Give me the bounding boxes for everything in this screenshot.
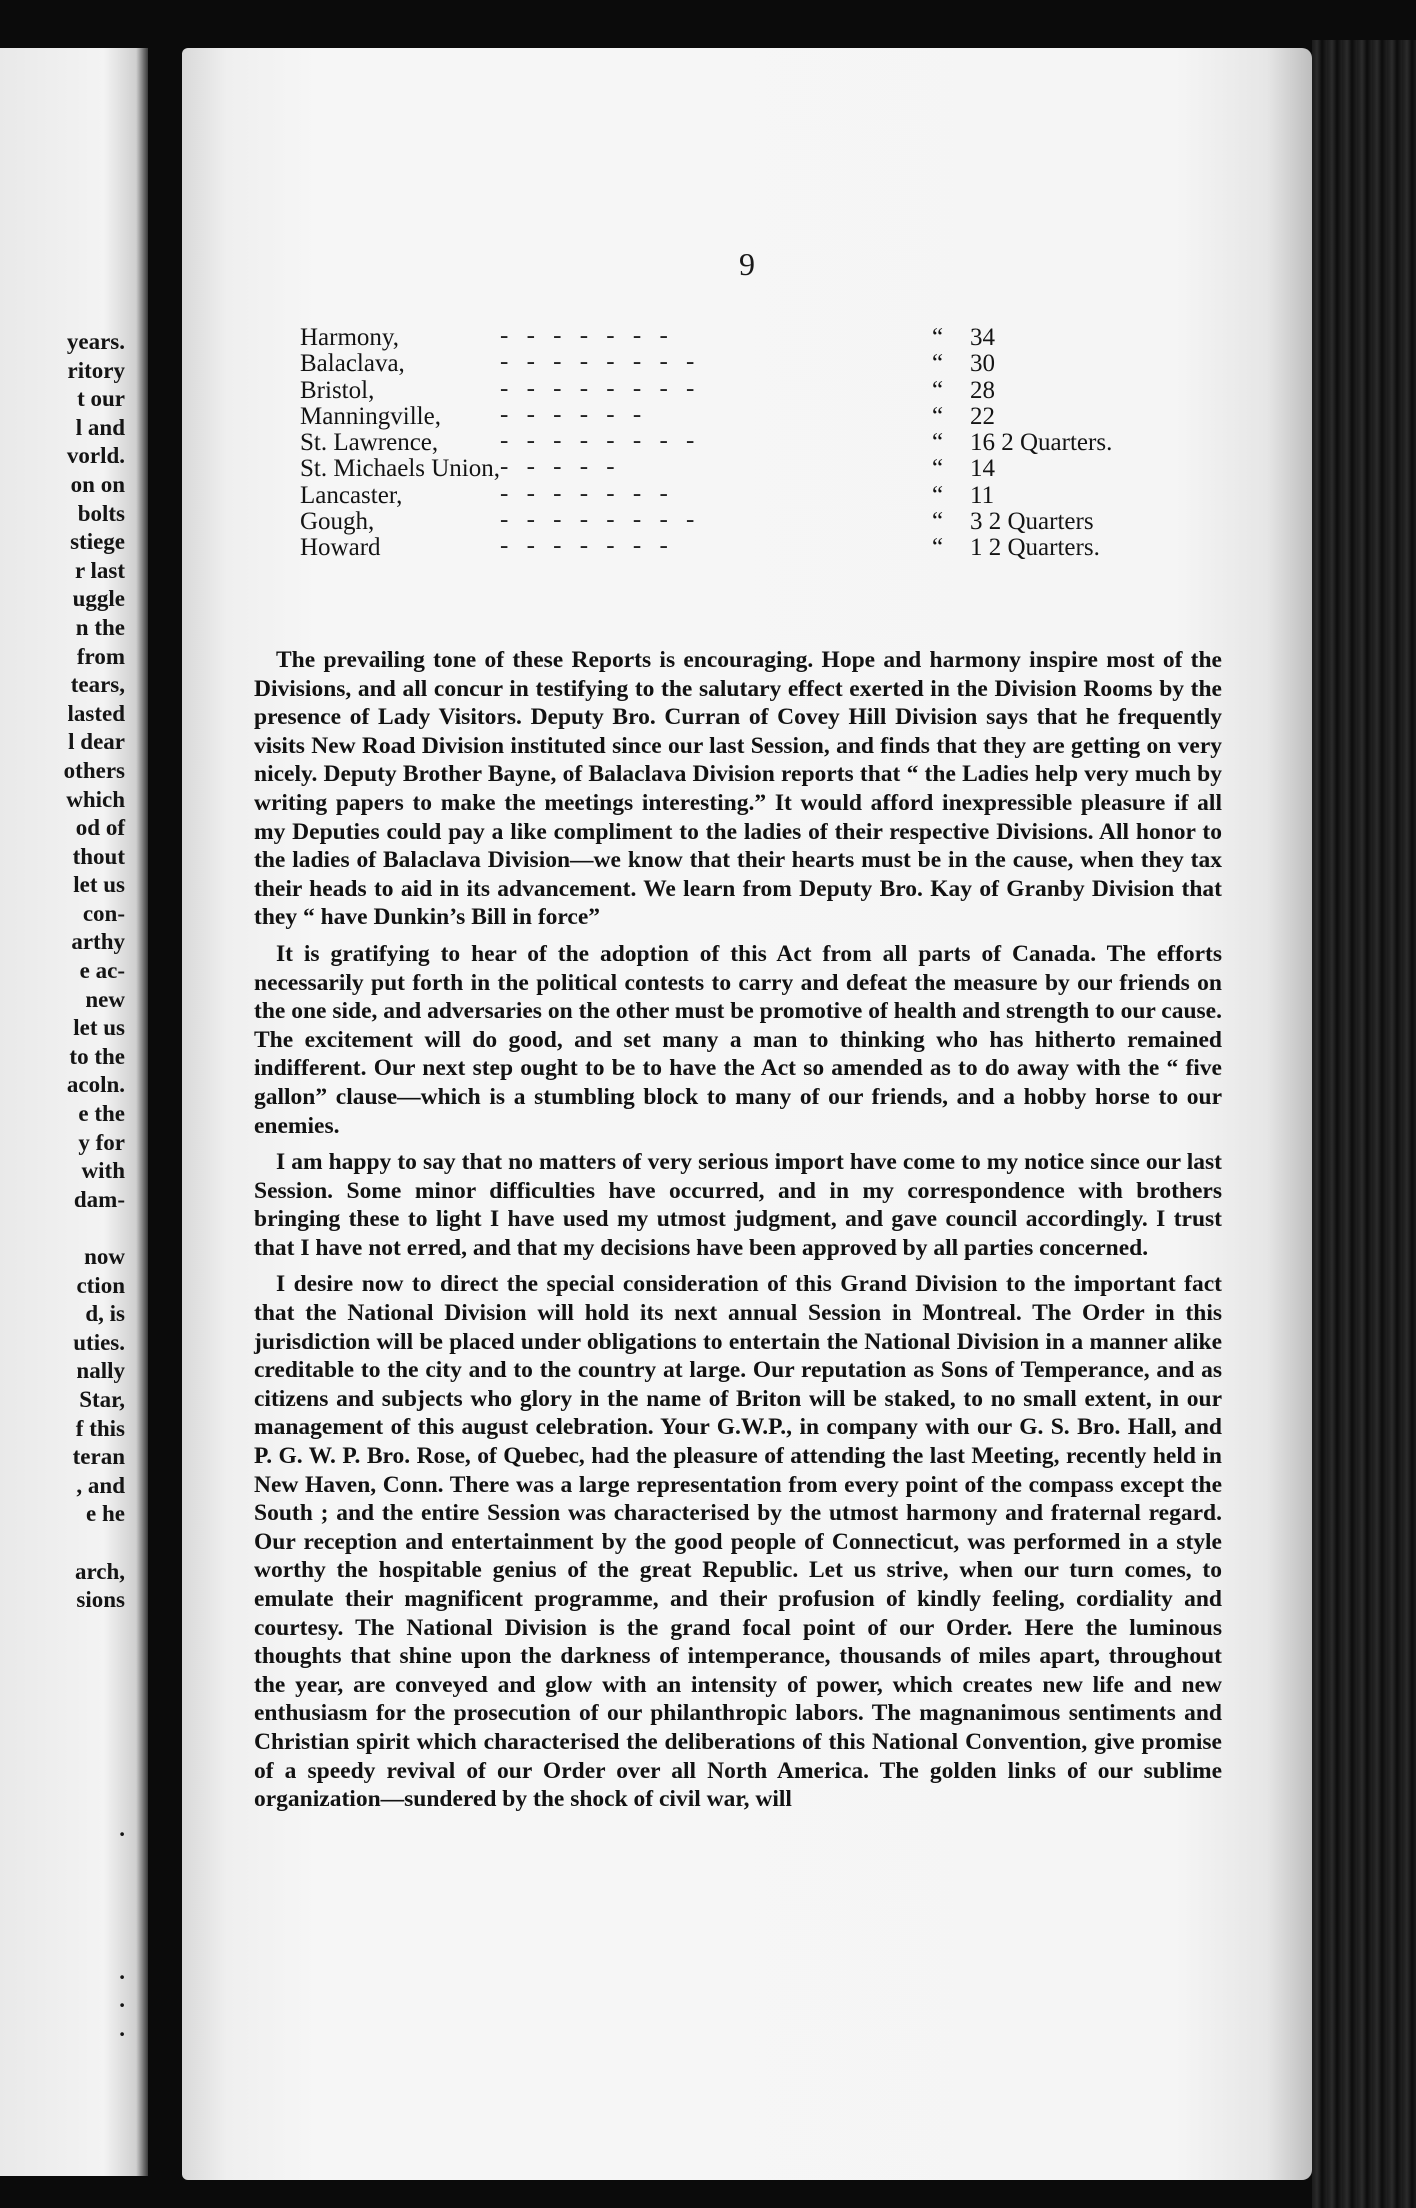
dot-leaders: - - - - - - - [500, 479, 674, 507]
left-page-line [0, 1729, 125, 1758]
dot-leaders: - - - - - [500, 453, 621, 481]
left-page-line: . [119, 1958, 125, 1984]
division-count: 34 [970, 324, 995, 351]
left-page-line: f this [75, 1415, 125, 1441]
ditto-mark: “ [932, 481, 944, 509]
dot-leaders: - - - - - - [500, 400, 648, 428]
division-count: 22 [970, 402, 995, 430]
paragraph-reports-tone: The prevailing tone of these Reports is encouraging. Hope and harmony inspire most of the Divisions, and all concur in testifying to the salutary effect exerted in the Division Rooms by the presence of Lady Visitors. Deputy Bro. Curran of Covey Hill Division says that he frequently visits New Road Division instituted since our last Session, and finds that they are getting on very nicely. Deputy Brother Bayne, of Balaclava Division reports that “ the Ladies help very much by writing papers to make the meetings interesting.” It would afford inexpressible pleasure if all my Deputies could pay a like compliment to the ladies of their respective Divisions. All honor to the ladies of Balaclava Division—we know that their hearts must be in the cause, when they tax their heads to aid in its advancement. We learn from Deputy Bro. Kay of Granby Division that they “ have Dunkin’s Bill in force” [254, 647, 1222, 931]
division-row [300, 374, 1200, 404]
left-page-line: others [63, 757, 125, 783]
left-page-line: from [76, 643, 125, 669]
left-page-line: , and [76, 1472, 125, 1498]
dot-leaders: - - - - - - - - [500, 374, 701, 402]
paragraph-no-serious-matters: I am happy to say that no matters of very serious import have come to my notice since our last Session. Some minor difficulties have occurred, and in my correspondence with brothers bringing these to light I have used my utmost judgment, and gave council accordingly. I trust that I have not erred, and that my decisions have been approved by all parties concerned. [254, 1149, 1222, 1261]
ditto-mark: “ [932, 508, 944, 536]
left-page-line: nally [76, 1358, 125, 1384]
division-count: 1 2 Quarters. [970, 534, 1100, 562]
paragraph-national-division: I desire now to direct the special consideration of this Grand Division to the important fact that the National Division will hold its next annual Session in Montreal. The Order in this jurisdiction will be placed under obligations to entertain the National Division in a manner alike creditable to the city and to the country at large. Our reputation as Sons of Temperance, and as citizens and subjects who glory in the name of Briton will be staked, to no small extent, in our management of this august celebration. Your G.W.P., in company with our G. S. Bro. Hall, and P. G. W. P. Bro. Rose, of Quebec, had the pleasure of attending the last Meeting, recently held in New Haven, Conn. There was a large representation from every point of the compass except the South ; and the entire Session was characterised by the utmost harmony and fraternal regard. Our reception and entertainment by the good people of Connecticut, was performed in a style worthy the hospitable genius of the great Republic. Let us strive, when our turn comes, to emulate their magnificent programme, and their profusion of kindly feeling, cordiality and courtesy. The National Division is the grand focal point of our Order. Here the luminous thoughts that shine upon the darkness of intemperance, thousands of miles apart, throughout the year, are conveyed and glow with an intensity of power, which creates new life and new enthusiasm for the prosecution of our philanthropic labors. The magnanimous sentiments and Christian spirit which characterised the deliberations of this National Convention, give promise of a speedy revival of our Order over all North America. The golden links of our sublime organization—sundered by the shock of civil war, will [254, 1271, 1222, 1813]
left-page-line: e he [86, 1501, 125, 1527]
left-page-line: let us [73, 872, 125, 898]
left-page-text [0, 328, 125, 2044]
dot-leaders: - - - - - - - [500, 322, 674, 349]
left-page-line: . [119, 1815, 125, 1841]
left-page-line: n the [75, 614, 125, 640]
left-page-line: sions [76, 1587, 125, 1613]
left-page-line: . [119, 2016, 125, 2042]
page-number: 9 [739, 246, 755, 282]
left-page-line: acoln. [66, 1072, 125, 1098]
left-page-line: od of [75, 815, 125, 841]
left-page-line [0, 1929, 125, 1958]
division-name: Gough, [300, 508, 375, 536]
dot-leaders: - - - - - - - [500, 532, 674, 560]
division-count: 30 [970, 350, 995, 378]
division-report-list [300, 324, 1200, 561]
division-name: St. Lawrence, [300, 429, 439, 457]
division-name: Howard [300, 534, 381, 562]
left-page-line: with [81, 1158, 125, 1184]
left-page-line [0, 1843, 125, 1872]
left-page-line: arch, [74, 1558, 125, 1584]
division-row [300, 508, 1200, 534]
division-name: Manningville, [300, 402, 441, 430]
ditto-mark: “ [932, 429, 944, 457]
left-page-line: . [119, 1987, 125, 2013]
left-page-line [0, 1786, 125, 1815]
division-row [300, 455, 1200, 481]
left-page-line: dam- [73, 1186, 125, 1212]
left-page-line: l dear [68, 729, 125, 755]
left-page-line: years. [66, 329, 125, 354]
left-page-line: let us [73, 1015, 125, 1041]
ditto-mark: “ [932, 455, 944, 483]
dot-leaders: - - - - - - - - [500, 427, 701, 455]
left-page-line: e the [78, 1101, 125, 1127]
left-page-line: stiege [70, 529, 125, 555]
division-row [300, 324, 1200, 350]
body-text [254, 646, 1222, 1822]
left-page-line: to the [69, 1043, 125, 1069]
left-page-line: t our [77, 386, 125, 412]
division-count: 28 [970, 376, 995, 404]
left-page-line: Star, [79, 1386, 125, 1412]
left-page-line: lasted [67, 700, 125, 726]
division-name: Bristol, [300, 376, 375, 404]
left-page-line: y for [78, 1129, 125, 1155]
left-page-line: arthy [71, 929, 125, 955]
dot-leaders: - - - - - - - - [500, 348, 701, 376]
division-row [300, 479, 1200, 509]
ditto-mark: “ [932, 376, 944, 404]
left-page-line [0, 1529, 125, 1558]
left-page-line [0, 1672, 125, 1701]
ditto-mark: “ [932, 350, 944, 378]
division-count: 11 [970, 481, 995, 509]
left-page-line: new [85, 986, 125, 1012]
left-page-line [0, 1615, 125, 1644]
left-page-line: ction [76, 1272, 125, 1298]
left-page-line: teran [72, 1444, 125, 1470]
left-page-line: on on [70, 471, 125, 497]
left-page-line [0, 1701, 125, 1730]
left-page-line: bolts [77, 500, 125, 526]
book-page-edges [1312, 40, 1416, 2208]
ditto-mark: “ [932, 324, 944, 351]
division-name: St. Michaels Union, [300, 455, 500, 483]
ditto-mark: “ [932, 402, 944, 430]
left-page-line: which [66, 786, 125, 812]
division-count: 14 [970, 455, 995, 483]
left-page-line: e ac- [79, 958, 125, 984]
dot-leaders: - - - - - - - - [500, 506, 701, 534]
left-page-line: r last [74, 557, 125, 583]
book-gutter [148, 0, 184, 2208]
division-row [300, 534, 1200, 560]
left-page-line: vorld. [66, 443, 125, 469]
left-page-line: l and [75, 414, 125, 440]
left-page-line [0, 1872, 125, 1901]
division-name: Lancaster, [300, 481, 403, 509]
main-page [182, 48, 1312, 2180]
left-page-line: uggle [72, 586, 125, 612]
left-page-line: tears, [70, 672, 125, 698]
left-page-line [0, 1643, 125, 1672]
division-name: Balaclava, [300, 350, 405, 378]
left-page-fragment [0, 48, 148, 2176]
left-page-line: d, is [85, 1301, 125, 1327]
left-page-line: uties. [73, 1329, 125, 1355]
division-row [300, 400, 1200, 430]
left-page-line [0, 1214, 125, 1243]
left-page-line [0, 1758, 125, 1787]
left-page-line: now [84, 1244, 125, 1269]
division-count: 3 2 Quarters [970, 508, 1094, 536]
left-page-line: thout [72, 843, 125, 869]
division-row [300, 350, 1200, 376]
left-page-line: ritory [67, 357, 125, 383]
division-row [300, 429, 1200, 455]
ditto-mark: “ [932, 534, 944, 562]
division-name: Harmony, [300, 324, 400, 351]
left-page-line: con- [82, 900, 125, 926]
division-count: 16 2 Quarters. [970, 429, 1113, 457]
paragraph-dunkin-act: It is gratifying to hear of the adoption of this Act from all parts of Canada. The efforts necessarily put forth in the political contests to carry and defeat the measure by our friends on the one side, and adversaries on the other must be promotive of health and strength to our cause. The excitement will do good, and set many a man to thinking who has hitherto remained indifferent. Our next step ought to be to have the Act so amended as to do away with the “ five gallon” clause—which is a stumbling block to many of our friends, and a hobby horse to our enemies. [254, 940, 1222, 1139]
left-page-line [0, 1901, 125, 1930]
